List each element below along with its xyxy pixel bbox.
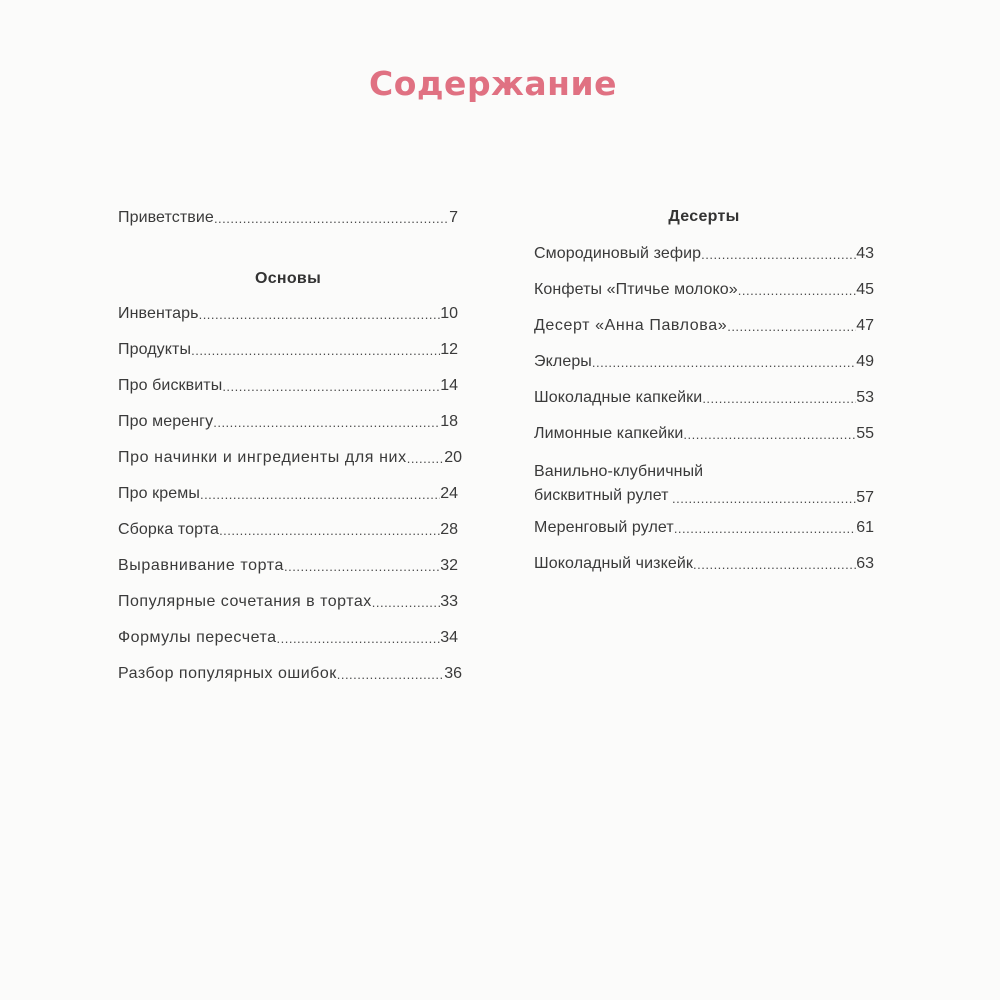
toc-entry-label: Смородиновый зефир [534,245,702,262]
dot-leader [674,520,856,538]
toc-entry-page: 18 [440,413,458,430]
dot-leader [727,318,856,336]
toc-entry-page: 43 [856,245,874,262]
toc-entry-page: 47 [856,317,874,334]
toc-entry-label: Сборка торта [118,521,220,538]
dot-leader [277,630,441,648]
toc-entry[interactable] [118,448,462,468]
dot-leader [284,558,440,576]
toc-entry-page: 33 [440,593,458,610]
toc-entry[interactable] [534,244,874,264]
dot-leader [372,594,440,612]
toc-entry-page: 61 [856,519,874,536]
toc-entry-intro[interactable] [118,208,458,228]
toc-entry-page: 24 [440,485,458,502]
dot-leader [219,522,440,540]
toc-entry[interactable] [118,628,458,648]
toc-entry-label: Шоколадные капкейки [534,389,703,406]
toc-entry-page: 57 [856,489,874,506]
toc-entry-page: 7 [449,209,458,226]
toc-entry-page: 45 [856,281,874,298]
toc-entry[interactable] [118,592,458,612]
toc-entry-label: Конфеты «Птичье молоко» [534,281,738,298]
dot-leader [200,486,440,504]
toc-entry-page: 49 [856,353,874,370]
toc-entry[interactable] [118,484,458,504]
toc-entry-label: Меренговый рулет [534,519,674,536]
toc-entry[interactable] [534,352,874,372]
toc-entry-label: Десерт «Анна Павлова» [534,317,728,334]
toc-entry-label: Про кремы [118,485,200,502]
page-title: Содержание [369,64,617,104]
toc-entry-page: 53 [856,389,874,406]
toc-entry-page: 20 [444,449,462,466]
toc-entry-label: Формулы пересчета [118,629,277,646]
dot-leader [738,282,856,300]
dot-leader [693,556,856,574]
toc-entry[interactable] [534,518,874,538]
section-heading-basics: Основы [254,270,322,287]
toc-entry[interactable] [118,412,458,432]
toc-entry[interactable] [118,304,458,324]
toc-entry-label: Лимонные капкейки [534,425,684,442]
toc-entry-page: 55 [856,425,874,442]
dot-leader [222,378,440,396]
dot-leader [191,342,440,360]
toc-entry-label: Популярные сочетания в тортах [118,593,372,610]
toc-entry[interactable] [534,388,874,408]
toc-entry-page: 14 [440,377,458,394]
toc-entry-label: Приветствие [118,209,214,226]
section-heading-desserts: Десерты [668,208,740,225]
toc-entry-page: 10 [440,305,458,322]
toc-entry-page: 36 [444,665,462,682]
toc-entry[interactable] [118,376,458,396]
toc-entry[interactable] [534,316,874,336]
dot-leader [701,246,856,264]
toc-entry-label: Про меренгу [118,413,214,430]
toc-entry[interactable] [534,554,874,574]
toc-entry-label: Про бисквиты [118,377,223,394]
dot-leader [592,354,856,372]
dot-leader [214,210,449,228]
toc-entry-label: Выравнивание торта [118,557,285,574]
toc-entry-label-line: Ванильно-клубничный [534,463,704,480]
dot-leader [213,414,440,432]
toc-entry-label: Разбор популярных ошибок [118,665,337,682]
toc-entry-page: 63 [856,555,874,572]
toc-entry[interactable] [534,280,874,300]
dot-leader [672,490,856,508]
toc-entry[interactable] [118,664,462,684]
toc-entry-label: Про начинки и ингредиенты для них [118,449,407,466]
toc-entry-page: 28 [440,521,458,538]
toc-entry-label: Инвентарь [118,305,199,322]
toc-entry[interactable] [118,556,458,576]
toc-entry[interactable] [534,460,874,508]
toc-entry[interactable] [118,340,458,360]
toc-entry-label-line: бисквитный рулет [534,487,669,504]
toc-entry[interactable] [534,424,874,444]
dot-leader [199,306,441,324]
dot-leader [683,426,856,444]
dot-leader [337,666,444,684]
toc-entry-page: 32 [440,557,458,574]
toc-entry-page: 34 [440,629,458,646]
toc-entry-label: Продукты [118,341,192,358]
toc-entry-label: Эклеры [534,353,592,370]
toc-entry-page: 12 [440,341,458,358]
dot-leader [702,390,856,408]
toc-entry-label: Шоколадный чизкейк [534,555,694,572]
dot-leader [407,450,445,468]
toc-entry[interactable] [118,520,458,540]
